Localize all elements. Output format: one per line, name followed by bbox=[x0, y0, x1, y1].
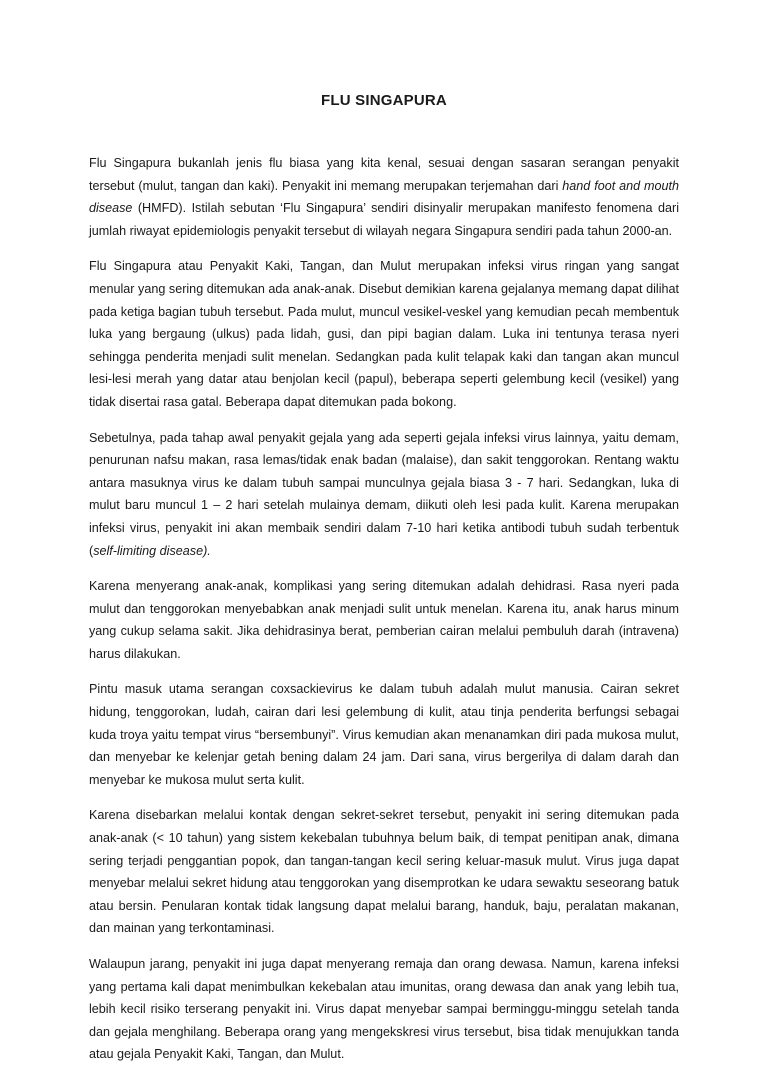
document-body bbox=[89, 152, 679, 1079]
paragraph-7: Walaupun jarang, penyakit ini juga dapat menyerang remaja dan orang dewasa. Namun, karena infeksi yang pertama kali dapat menimbulkan kekebalan atau imunitas, orang dewasa dan anak yang lebih tua, lebih kecil risiko terserang penyakit ini. Virus dapat menyebar sampai berminggu-minggu setelah tanda dan gejala menghilang. Beberapa orang yang mengekskresi virus tersebut, bisa tidak menujukkan tanda atau gejala Penyakit Kaki, Tangan, dan Mulut. bbox=[89, 957, 679, 1062]
paragraph-4: Karena menyerang anak-anak, komplikasi yang sering ditemukan adalah dehidrasi. Rasa nyeri pada mulut dan tenggorokan menyebabkan anak menjadi sulit untuk menelan. Karena itu, anak harus minum yang cukup selama sakit. Jika dehidrasinya berat, pemberian cairan melalui pembuluh darah (intravena) harus dilakukan. bbox=[89, 579, 679, 661]
paragraph-3-text-a: Sebetulnya, pada tahap awal penyakit gejala yang ada seperti gejala infeksi virus lainnya, yaitu demam, penurunan nafsu makan, rasa lemas/tidak enak badan (malaise), dan sakit tenggorokan. Rentang waktu antara masuknya virus ke dalam tubuh sampai munculnya gejala biasa 3 - 7 hari. Sedangkan, luka di mulut baru muncul 1 – 2 hari setelah mulainya demam, diikuti oleh lesi pada kulit. Karena merupakan infeksi virus, penyakit ini akan membaik sendiri dalam 7-10 hari ketika antibodi tubuh sudah terbentuk ( bbox=[89, 430, 679, 558]
paragraph-5: Pintu masuk utama serangan coxsackievirus ke dalam tubuh adalah mulut manusia. Cairan sekret hidung, tenggorokan, ludah, cairan dari lesi gelembung di kulit, atau tinja penderita berfungsi sebagai kuda troya yaitu tempat virus “bersembunyi”. Virus kemudian akan menanamkan diri pada mukosa mulut, dan menyebar ke kelenjar getah bening dalam 24 jam. Dari sana, virus bergerilya di dalam darah dan menyebar ke mukosa mulut serta kulit. bbox=[89, 682, 679, 787]
paragraph-1-text-a: Flu Singapura bukanlah jenis flu biasa yang kita kenal, sesuai dengan sasaran serangan penyakit tersebut (mulut, tangan dan kaki). Penyakit ini memang merupakan terjemahan dari bbox=[89, 156, 679, 193]
paragraph-1-italic: hand foot and mouth disease bbox=[89, 178, 679, 216]
paragraph-3 bbox=[89, 427, 679, 563]
paragraph-6: Karena disebarkan melalui kontak dengan sekret-sekret tersebut, penyakit ini sering ditemukan pada anak-anak (< 10 tahun) yang sistem kekebalan tubuhnya belum baik, di tempat penitipan anak, dimana sering terjadi penggantian popok, dan tangan-tangan kecil sering keluar-masuk mulut. Virus juga dapat menyebar melalui sekret hidung atau tenggorokan yang disemprotkan ke udara sewaktu seseorang batuk atau bersin. Penularan kontak tidak langsung dapat melalui barang, handuk, baju, peralatan makanan, dan mainan yang terkontaminasi. bbox=[89, 808, 679, 936]
document-title: FLU SINGAPURA bbox=[321, 92, 447, 109]
paragraph-3-italic: self-limiting disease). bbox=[93, 543, 211, 558]
paragraph-1 bbox=[89, 152, 679, 242]
paragraph-2: Flu Singapura atau Penyakit Kaki, Tangan, dan Mulut merupakan infeksi virus ringan yang sangat menular yang sering ditemukan ada anak-anak. Disebut demikian karena gejalanya memang dapat dilihat pada ketiga bagian tubuh tersebut. Pada mulut, muncul vesikel-veskel yang kemudian pecah membentuk luka yang bergaung (ulkus) pada lidah, gusi, dan pipi bagian dalam. Luka ini tentunya terasa nyeri sehingga penderita menjadi sulit menelan. Sedangkan pada kulit telapak kaki dan tangan akan muncul lesi-lesi merah yang datar atau benjolan kecil (papul), beberapa seperti gelembung kecil (vesikel) yang tidak disertai rasa gatal. Beberapa dapat ditemukan pada bokong. bbox=[89, 259, 679, 409]
paragraph-1-text-b: (HMFD). Istilah sebutan ‘Flu Singapura’ sendiri disinyalir merupakan manifesto fenomena dari jumlah riwayat epidemiologis penyakit tersebut di wilayah negara Singapura sendiri pada tahun 2000-an. bbox=[89, 201, 679, 238]
